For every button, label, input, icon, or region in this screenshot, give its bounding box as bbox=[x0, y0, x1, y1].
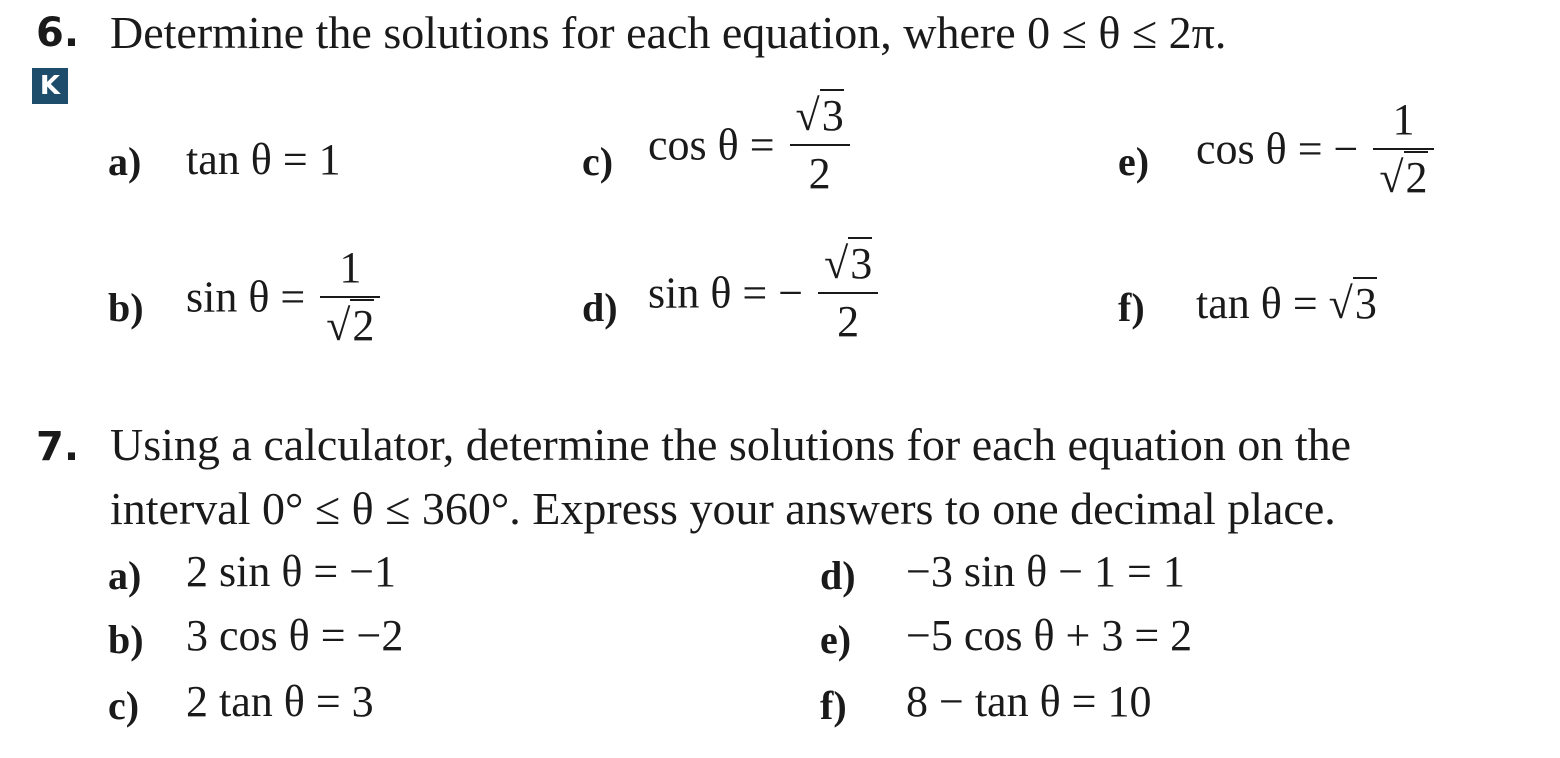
q7-c-label: c) bbox=[108, 683, 140, 728]
q6-b-fraction: $\frac{1}{√2}$ bbox=[320, 240, 380, 354]
q7-f-equation: 8 − tan θ = 10 bbox=[906, 677, 1152, 726]
q6-e-label: e) bbox=[1118, 139, 1150, 184]
q6-b-lhs: sin θ = bbox=[186, 272, 306, 322]
q6-b-equation bbox=[186, 240, 384, 354]
q6-e-equation bbox=[1196, 92, 1438, 206]
q6-c-equation bbox=[648, 88, 854, 202]
question-7-number: 7. bbox=[36, 424, 80, 470]
question-7-prompt-line-1: Using a calculator, determine the solutions for each equation on the bbox=[110, 419, 1352, 470]
q6-b-label: b) bbox=[108, 285, 144, 330]
question-7-prompt-line-2: interval 0° ≤ θ ≤ 360°. Express your answers to one decimal place. bbox=[110, 483, 1336, 534]
question-6-prompt: Determine the solutions for each equation, where 0 ≤ θ ≤ 2π. bbox=[110, 7, 1227, 58]
q6-f-lhs: tan θ = bbox=[1196, 279, 1318, 328]
q6-d-fraction: $\frac{√3}{2}$ bbox=[818, 236, 878, 350]
q7-d-equation: −3 sin θ − 1 = 1 bbox=[906, 547, 1185, 596]
q7-a-label: a) bbox=[108, 553, 142, 598]
q6-f-label: f) bbox=[1118, 285, 1145, 330]
sqrt-symbol: √2 bbox=[1379, 153, 1428, 202]
q7-a-equation: 2 sin θ = −1 bbox=[186, 547, 397, 596]
q7-e-equation: −5 cos θ + 3 = 2 bbox=[906, 611, 1193, 660]
q6-c-label: c) bbox=[582, 139, 614, 184]
q6-a-equation bbox=[186, 134, 341, 185]
q7-f-label: f) bbox=[820, 683, 847, 728]
q6-f-equation bbox=[1196, 278, 1377, 329]
q6-d-sign: − bbox=[778, 268, 804, 318]
q6-c-lhs: cos θ = bbox=[648, 120, 775, 170]
q6-a-label: a) bbox=[108, 139, 142, 184]
sqrt-symbol: √2 bbox=[326, 301, 375, 350]
knowledge-badge: K bbox=[32, 68, 68, 104]
sqrt-symbol: √3 bbox=[795, 91, 844, 140]
q6-d-equation bbox=[648, 236, 882, 350]
q6-d-label: d) bbox=[582, 285, 618, 330]
q7-d-label: d) bbox=[820, 553, 856, 598]
q6-d-lhs: sin θ = bbox=[648, 268, 768, 318]
q6-e-sign: − bbox=[1333, 124, 1359, 174]
q6-c-fraction: $\frac{√3}{2}$ bbox=[790, 88, 850, 202]
q6-e-fraction: $\frac{1}{√2}$ bbox=[1373, 92, 1433, 206]
sqrt-symbol: √3 bbox=[1328, 279, 1377, 328]
q7-b-equation: 3 cos θ = −2 bbox=[186, 611, 404, 660]
q7-c-equation: 2 tan θ = 3 bbox=[186, 677, 374, 726]
q6-a-rhs: 1 bbox=[318, 135, 341, 184]
q6-e-lhs: cos θ = bbox=[1196, 124, 1323, 174]
q6-a-lhs: tan θ = bbox=[186, 135, 308, 184]
question-6-number: 6. bbox=[36, 10, 80, 56]
q7-e-label: e) bbox=[820, 617, 852, 662]
q7-b-label: b) bbox=[108, 617, 144, 662]
sqrt-symbol: √3 bbox=[824, 239, 873, 288]
